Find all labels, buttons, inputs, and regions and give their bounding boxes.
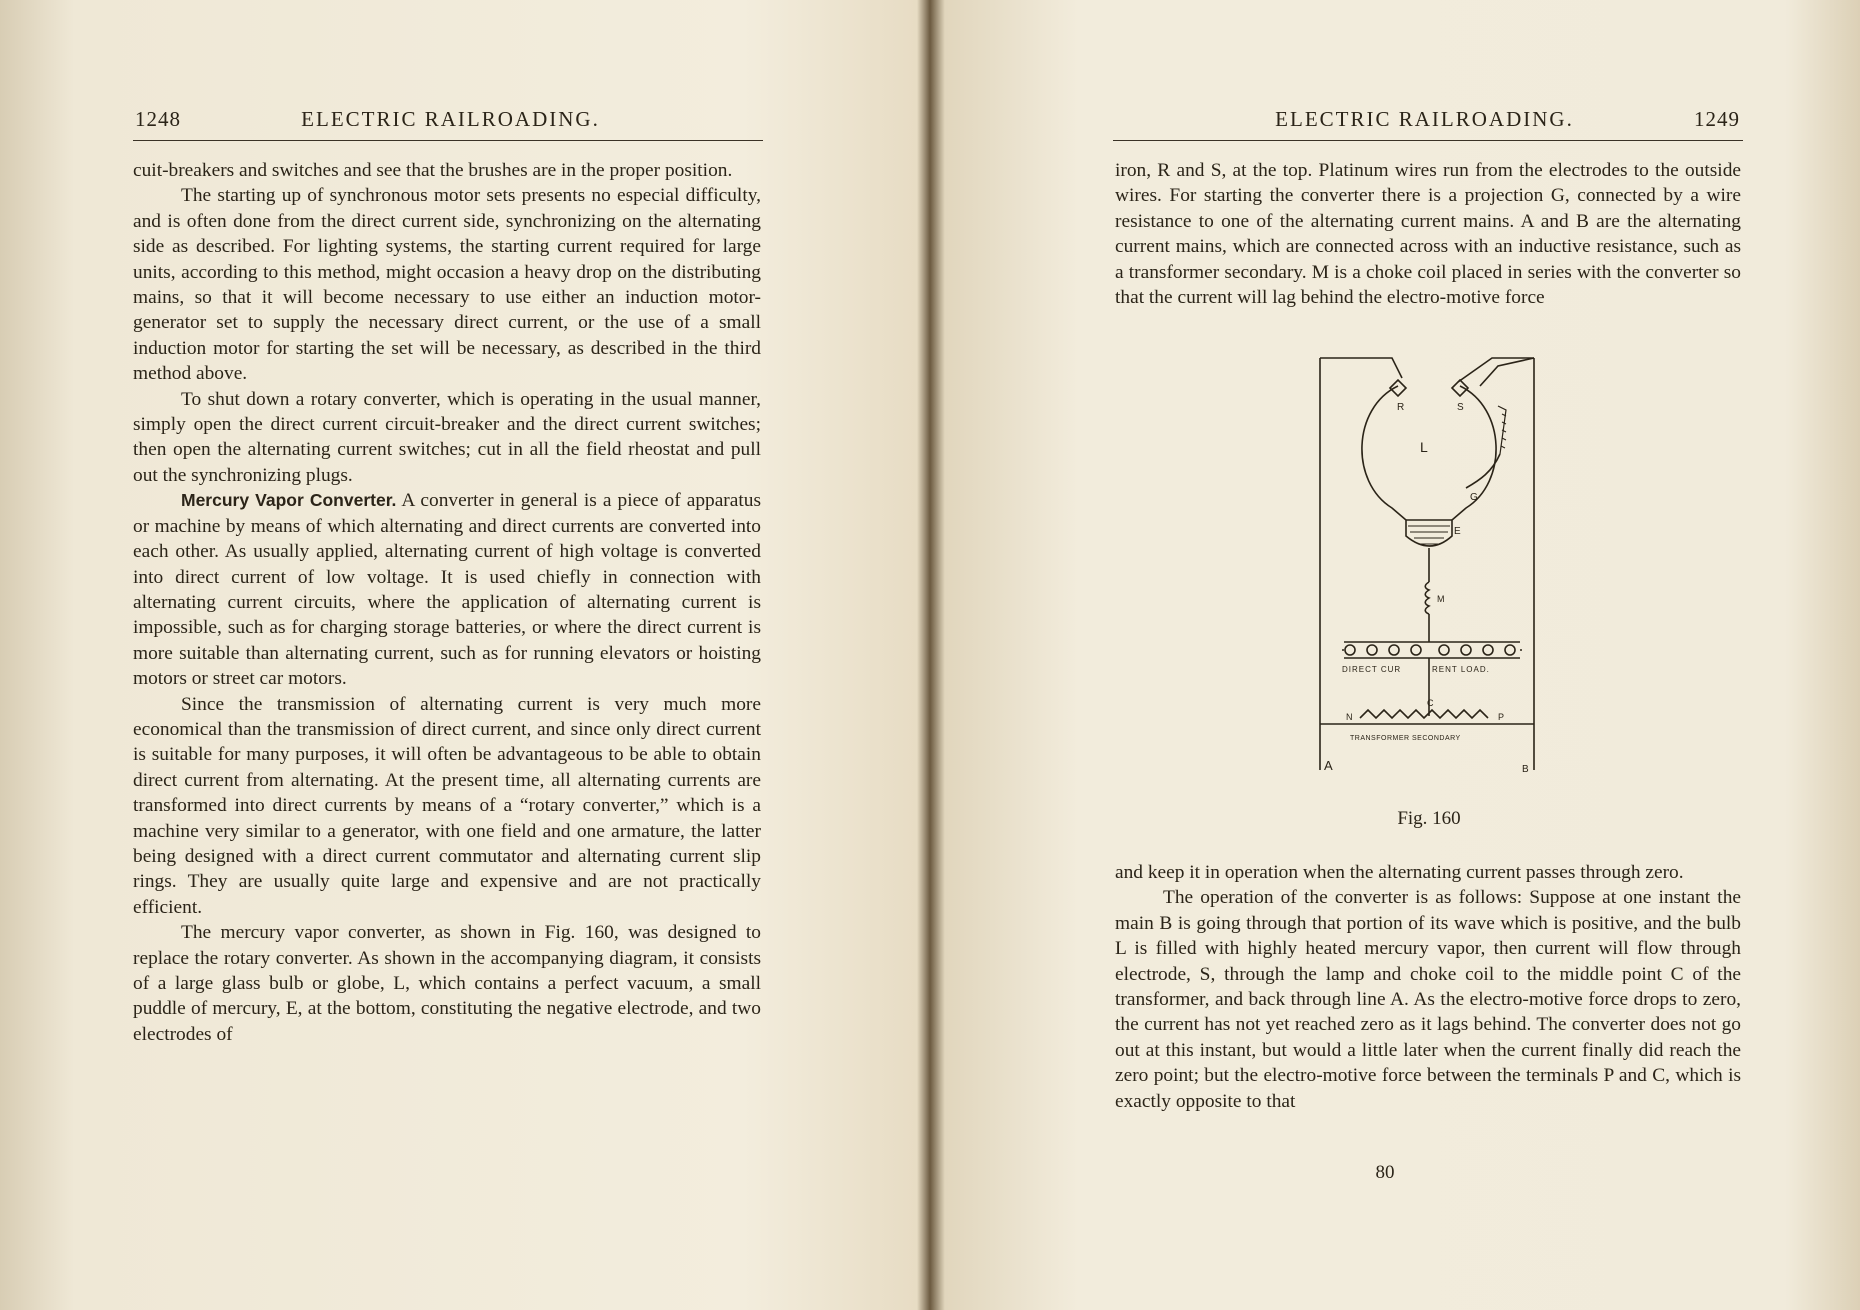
- label-n: N: [1346, 712, 1353, 722]
- label-e: E: [1454, 526, 1461, 537]
- paragraph: cuit-breakers and switches and see that the brushes are in the proper position.: [133, 160, 733, 181]
- page-number: 1249: [1694, 107, 1740, 131]
- wire-to-s: [1458, 358, 1534, 382]
- right-page: [935, 0, 1860, 1310]
- figure-caption: Fig. 160: [1397, 808, 1461, 829]
- page-number: 1248: [135, 107, 181, 131]
- choke-coil-m: [1425, 582, 1429, 614]
- label-a: A: [1324, 758, 1333, 773]
- bulb-outline: [1362, 386, 1496, 546]
- transformer-secondary: [1360, 710, 1488, 718]
- header-rule: [1113, 140, 1743, 141]
- header-rule: [133, 140, 763, 141]
- lamps-row: [1345, 645, 1515, 655]
- label-m: M: [1437, 594, 1445, 604]
- right-body-text-continued: [1115, 860, 1741, 1114]
- right-body-text: [1115, 158, 1741, 310]
- label-c: C: [1427, 698, 1434, 708]
- left-page: [0, 0, 925, 1310]
- running-title: ELECTRIC RAILROADING.: [1275, 107, 1574, 131]
- wire-to-g: [1480, 358, 1534, 386]
- label-p: P: [1498, 712, 1505, 722]
- section-heading: Mercury Vapor Converter.: [181, 490, 397, 511]
- label-secondary: TRANSFORMER SECONDARY: [1350, 735, 1461, 742]
- paragraph: [133, 488, 761, 691]
- left-body-text: [133, 158, 761, 1047]
- running-head-left: [135, 107, 760, 132]
- paragraph: and keep it in operation when the alternating current passes through zero.: [1115, 862, 1684, 883]
- electrode-s: [1452, 380, 1468, 396]
- converter-circuit-diagram: [1302, 350, 1562, 812]
- paragraph: The operation of the converter is as follows: Suppose at one instant the main B is going through that portion of its wave which is positive, and the bulb L is filled with highly heated mercury vapor, then current will flow through electrode, S, through the lamp and choke coil to the middle point C of the transformer, and back through line A. As the electro-motive force drops to zero, the current has not yet reached zero as it lags behind. The converter does not go out at this instant, but would a little later when the current finally did reach the zero point; but the electro-motive force between the terminals P and C, which is exactly opposite to that: [1115, 887, 1741, 1112]
- label-load-a: DIRECT CUR: [1342, 665, 1402, 674]
- running-title: ELECTRIC RAILROADING.: [301, 107, 600, 131]
- wire-to-r: [1320, 358, 1402, 378]
- figure-160-diagram: [1302, 350, 1562, 812]
- paragraph: To shut down a rotary converter, which is operating in the usual manner, simply open the direct current circuit-breaker and the direct current switches; then open the alternating current switches; cut in all the field rheostat and pull out the synchronizing plugs.: [133, 388, 761, 486]
- running-head-right: [1115, 107, 1740, 132]
- paragraph: Since the transmission of alternating current is very much more economical than the transmission of direct current, and since only direct current is suitable for many purposes, it will often be advantageous to be able to obtain direct current from alternating. At the present time, all alternating currents are transformed into direct currents by means of a “rotary converter,” which is a machine very similar to a generator, with one field and one armature, the latter being designed with a direct current commutator and alternating current slip rings. They are usually quite large and expensive and are not practically efficient.: [133, 693, 761, 918]
- paragraph: The mercury vapor converter, as shown in Fig. 160, was designed to replace the rotary converter. As shown in the accompanying diagram, it consists of a large glass bulb or globe, L, which contains a perfect vacuum, a small puddle of mercury, E, at the bottom, constituting the negative electrode, and two electrodes of: [133, 922, 761, 1045]
- paragraph: iron, R and S, at the top. Platinum wires run from the electrodes to the outside wires. For starting the converter there is a projection G, connected by a wire resistance to one of the alternating current mains. A and B are the alternating current mains, which are connected across with an inductive resistance, such as a transformer secondary. M is a choke coil placed in series with the converter so that the current will lag behind the electro-motive force: [1115, 160, 1741, 309]
- paragraph-text: A converter in general is a piece of apparatus or machine by means of which alternating and direct currents are converted into each other. As usually applied, alternating current of high voltage is converted into direct current of low voltage. It is used chiefly in connection with alternating current circuits, where the application of alternating current is impossible, such as for charging storage batteries, or where the direct current is more suitable than alternating current, such as for running elevators or hoisting motors or street car motors.: [133, 490, 762, 690]
- electrode-r: [1390, 380, 1406, 396]
- label-load-b: RENT LOAD.: [1432, 665, 1490, 674]
- paragraph: The starting up of synchronous motor sets presents no especial difficulty, and is often done from the direct current side, synchronizing on the alternating side as described. For lighting systems, the starting current required for large units, according to this method, might occasion a heavy drop on the distributing mains, so that it will become necessary to use either an induction motor-generator set to supply the necessary direct current, or the use of a small induction motor for starting the set will be necessary, as described in the third method above.: [133, 185, 761, 385]
- label-r: R: [1397, 402, 1405, 413]
- label-s: S: [1457, 402, 1464, 413]
- label-g: G: [1470, 492, 1478, 503]
- label-l: L: [1420, 439, 1428, 455]
- label-b: B: [1522, 764, 1529, 775]
- signature-folio: 80: [1375, 1162, 1395, 1183]
